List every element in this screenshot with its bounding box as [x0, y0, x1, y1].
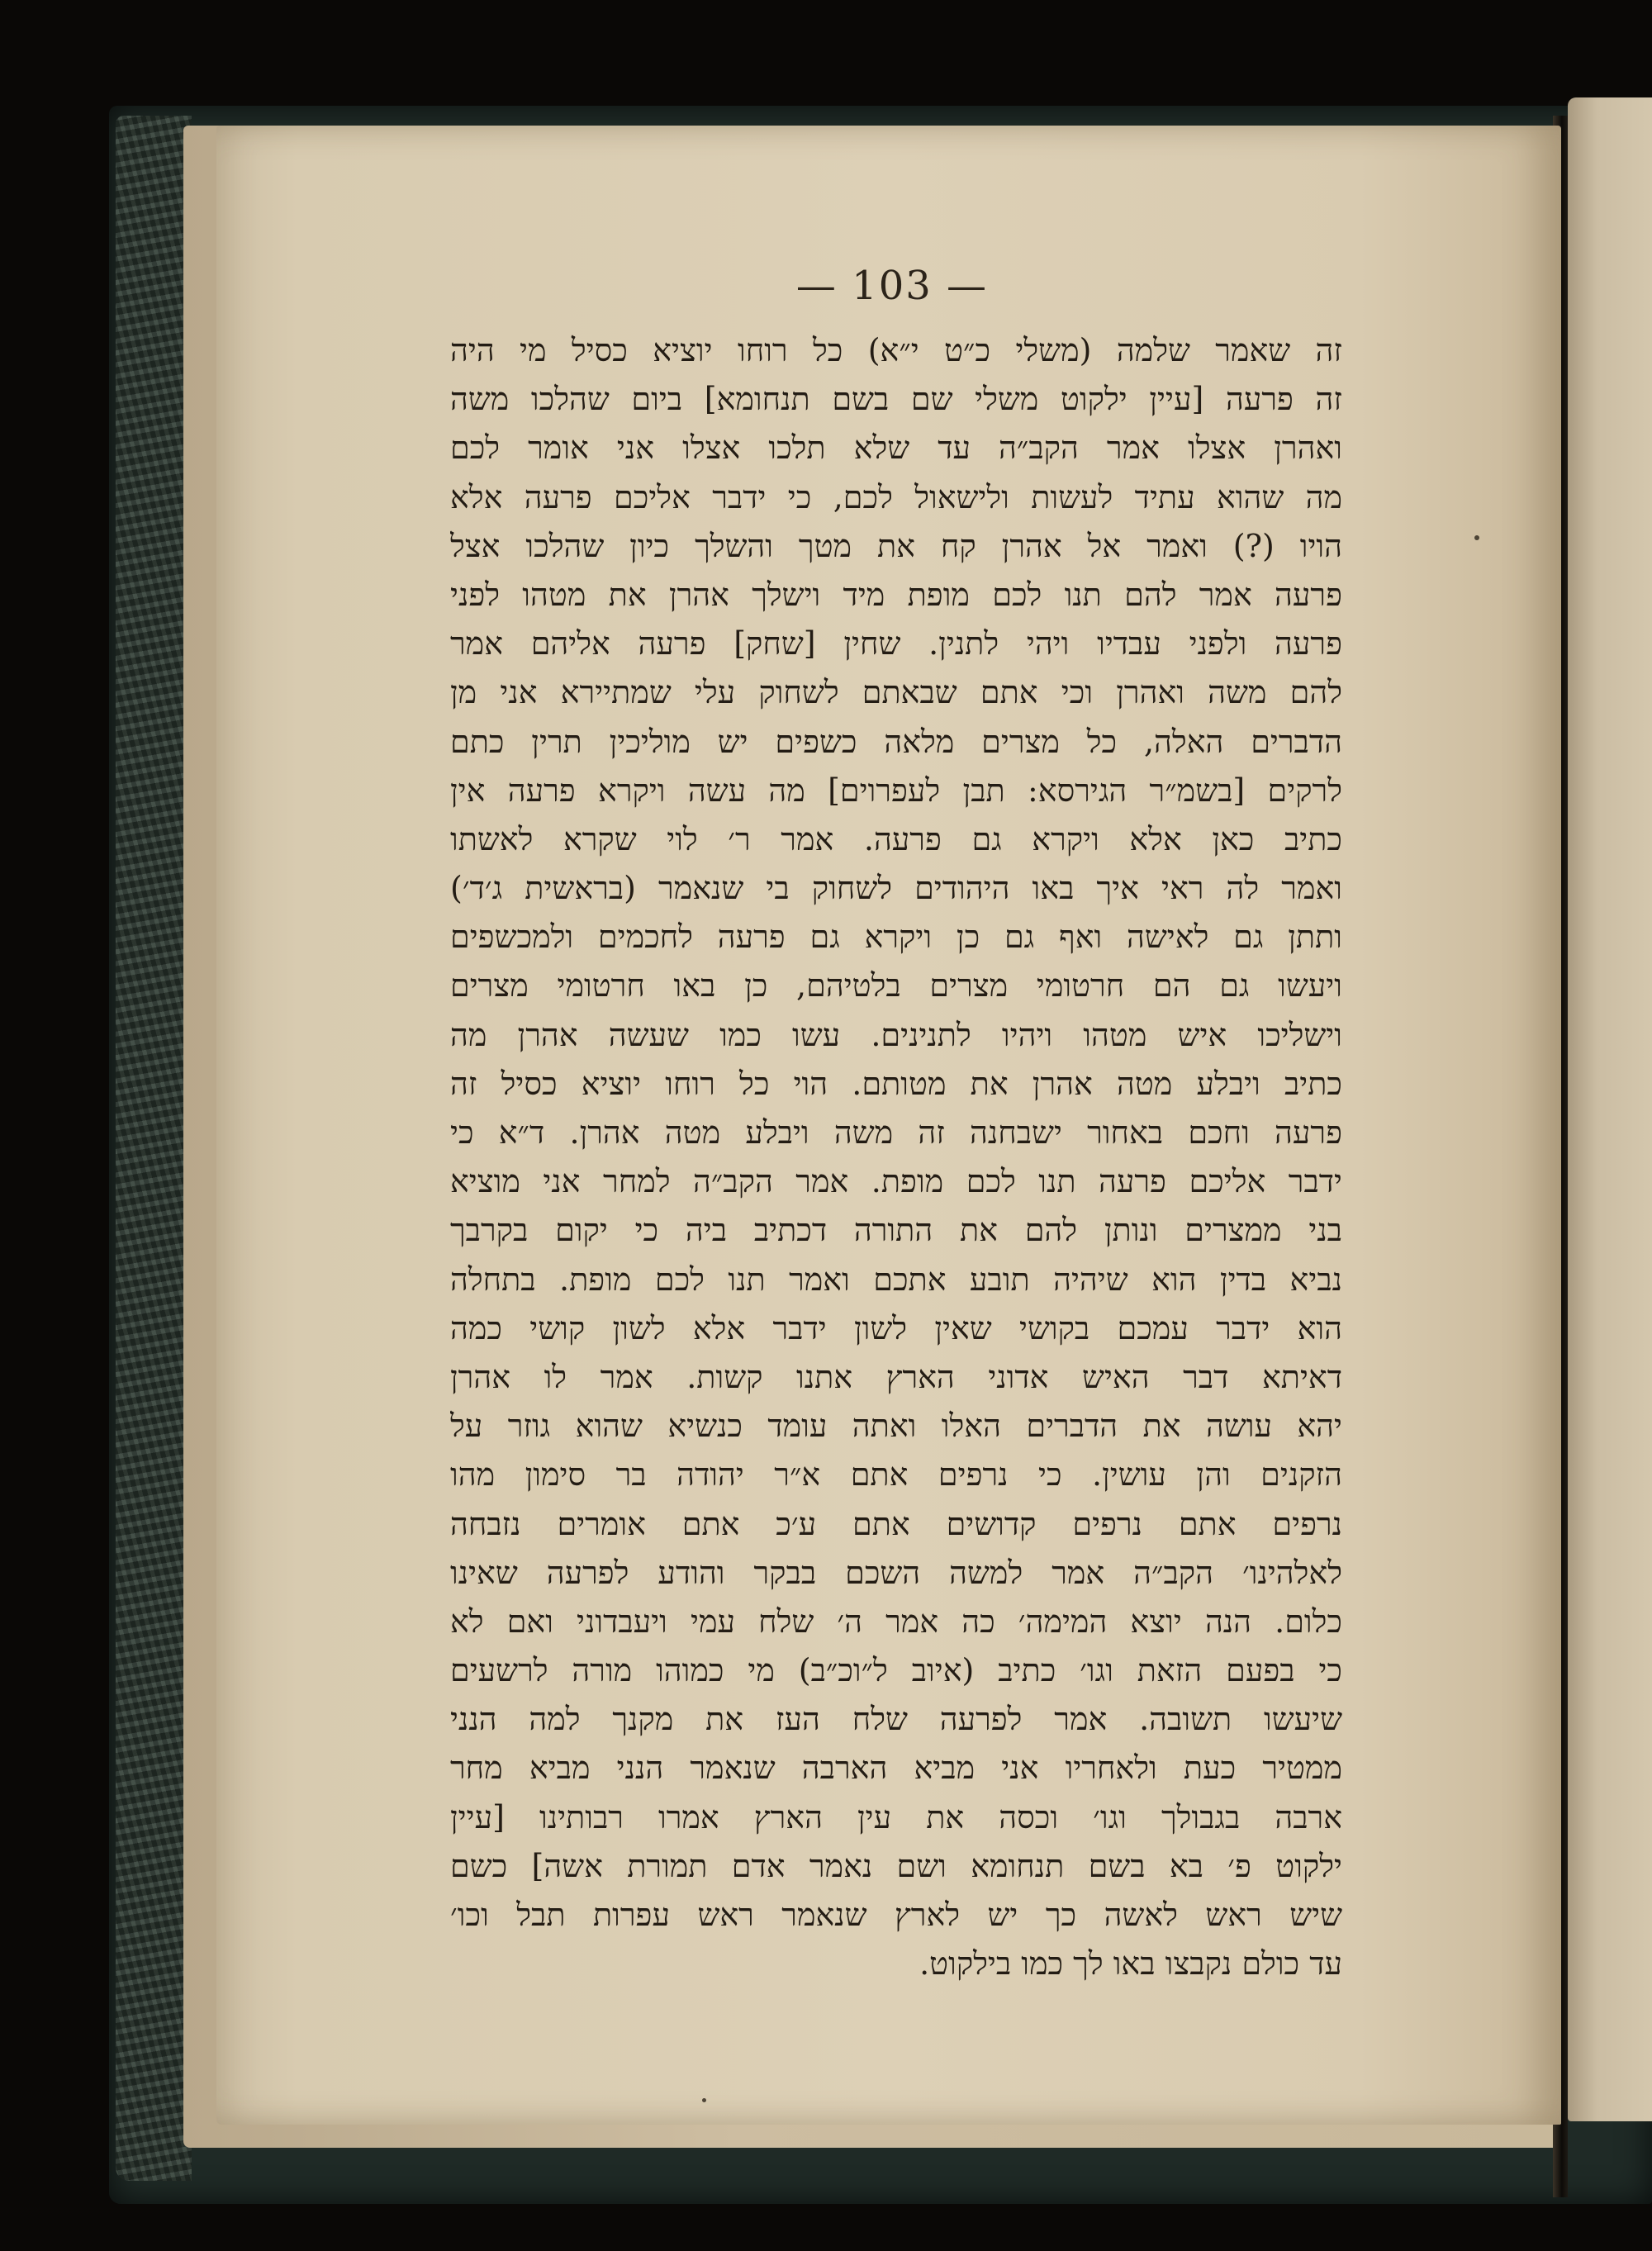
- hebrew-text-block: [450, 326, 1342, 1988]
- text-line: כתיב ויבלע מטה אהרן את מטותם. הוי כל רוחו יוציא כסיל זה: [450, 1065, 1342, 1102]
- text-line: ואמר לה ראי איך באו היהודים לשחוק בי שנאמר (בראשית ג׳ד׳): [450, 870, 1342, 907]
- text-line: פרעה ולפני עבדיו ויהי לתנין. שחין [שחק] פרעה אליהם אמר: [450, 625, 1342, 662]
- text-line: נביא בדין הוא שיהיה תובע אתכם ואמר תנו לכם מופת. בתחלה: [450, 1261, 1342, 1298]
- text-line: שיש ראש לאשה כך יש לארץ שנאמר ראש עפרות תבל וכו׳: [450, 1897, 1342, 1933]
- text-line: שיעשו תשובה. אמר לפרעה שלח העז את מקנך למה הנני: [450, 1701, 1342, 1738]
- page-speck: [1474, 535, 1479, 540]
- text-line: נרפים אתם נרפים קדושים אתם ע׳כ אתם אומרים נזבחה: [450, 1505, 1342, 1542]
- text-line: וישליכו איש מטהו ויהיו לתנינים. עשו כמו שעשה אהרן מה: [450, 1016, 1342, 1053]
- text-line: ויעשו גם הם חרטומי מצרים בלטיהם, כן באו חרטומי מצרים: [450, 967, 1342, 1004]
- text-line: זה שאמר שלמה (משלי כ״ט י״א) כל רוחו יוציא כסיל מי היה: [450, 332, 1342, 368]
- marbled-binding: [116, 116, 192, 2181]
- text-line: כי בפעם הזאת וגו׳ כתיב (איוב ל״וכ״ב) מי כמוהו מורה לרשעים: [450, 1652, 1342, 1689]
- text-line: ממטיר כעת ולאחריו אני מביא הארבה שנאמר הנני מביא מחר: [450, 1750, 1342, 1787]
- facing-page-edge: [1568, 97, 1652, 2121]
- text-line: הזקנים והן עושין. כי נרפים אתם א״ר יהודה בר סימון מהו: [450, 1456, 1342, 1494]
- text-line: להם משה ואהרן וכי אתם שבאתם לשחוק עלי שמתיירא אני מן: [450, 674, 1342, 711]
- text-line: לאלהינו׳ הקב״ה אמר למשה השכם בבקר והודע לפרעה שאינו: [450, 1554, 1342, 1591]
- text-line: בני ממצרים ונותן להם את התורה דכתיב ביה כי יקום בקרבך: [450, 1212, 1342, 1249]
- text-line: לרקים [בשמ״ר הגירסא: תבן לעפרוים] מה עשה ויקרא פרעה אין: [450, 772, 1342, 809]
- text-line: הויו (?) ואמר אל אהרן קח את מטך והשלך כיון שהלכו אצל: [450, 527, 1342, 564]
- text-line: ארבה בגבולך וגו׳ וכסה את עין הארץ אמרו רבותינו [עיין: [450, 1798, 1342, 1835]
- text-line: פרעה וחכם באחור ישבחנה זה משה ויבלע מטה אהרן. ד״א כי: [450, 1114, 1342, 1151]
- text-line: ותתן גם לאישה ואף גם כן ויקרא גם פרעה לחכמים ולמכשפים: [450, 919, 1342, 956]
- text-line: עד כולם נקבצו באו לך כמו בילקוט.: [919, 1945, 1342, 1983]
- text-line: כלום. הנה יוצא המימה׳ כה אמר ה׳ שלח עמי ויעבדוני ואם לא: [450, 1603, 1342, 1640]
- text-line: זה פרעה [עיין ילקוט משלי שם בשם תנחומא] ביום שהלכו משה: [450, 381, 1342, 418]
- text-line: ילקוט פ׳ בא בשם תנחומא ושם נאמר אדם תמורת אשה] כשם: [450, 1847, 1342, 1884]
- page-speck: [702, 2098, 706, 2102]
- text-line: כתיב כאן אלא ויקרא גם פרעה. אמר ר׳ לוי שקרא לאשתו: [450, 820, 1342, 857]
- text-line: יהא עושה את הדברים האלו ואתה עומד כנשיא שהוא גוזר על: [450, 1408, 1342, 1445]
- text-line: מה שהוא עתיד לעשות ולישאול לכם, כי ידבר אליכם פרעה אלא: [450, 478, 1342, 515]
- text-line: הדברים האלה, כל מצרים מלאה כשפים יש מוליכין תרין כתם: [450, 723, 1342, 760]
- text-line: דאיתא דבר האיש אדוני הארץ אתנו קשות. אמר לו אהרן: [450, 1358, 1342, 1395]
- text-line: פרעה אמר להם תנו לכם מופת מיד וישלך אהרן את מטהו לפני: [450, 576, 1342, 613]
- text-line: ידבר אליכם פרעה תנו לכם מופת. אמר הקב״ה למחר אני מוציא: [450, 1163, 1342, 1200]
- text-line: הוא ידבר עמכם בקושי שאין לשון ידבר אלא לשון קושי כמה: [450, 1309, 1342, 1346]
- page-number: — 103 —: [795, 263, 989, 309]
- text-line: ואהרן אצלו אמר הקב״ה עד שלא תלכו אצלו אני אומר לכם: [450, 430, 1342, 467]
